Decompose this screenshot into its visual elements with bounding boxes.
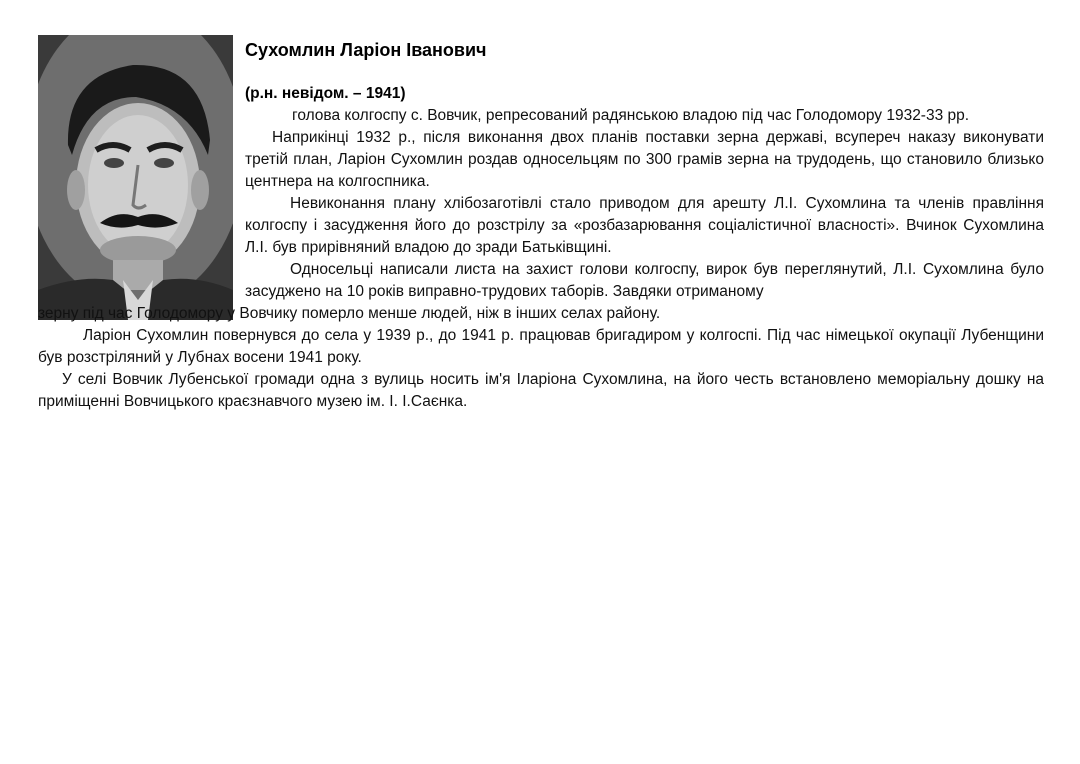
paragraph-4: Односельці написали листа на захист голови колгоспу, вирок був переглянутий, Л.І. Сухомлина було засуджено на 10 років виправно-трудових таборів. Завдяки отриманому: [245, 261, 1044, 300]
paragraph-3: Невиконання плану хлібозаготівлі стало приводом для арешту Л.І. Сухомлина та членів правління колгоспу і засудження його до розстрілу за «розбазарювання соціалістичної власності». Вчинок Сухомлина Л.І. був прирівняний владою до зради Батьківщині.: [245, 195, 1044, 256]
person-name-heading: Сухомлин Ларіон Іванович: [245, 40, 487, 60]
paragraph-6: У селі Вовчик Лубенської громади одна з вулиць носить ім'я Іларіона Сухомлина, на його честь встановлено меморіальну дошку на приміщенні Вовчицького краєзнавчого музею ім. І. І.Саєнка.: [38, 371, 1044, 410]
biography-text: [38, 105, 1044, 413]
portrait-photo: [38, 35, 233, 320]
life-dates: (р.н. невідом. – 1941): [245, 85, 406, 102]
paragraph-2: Наприкінці 1932 р., після виконання двох планів поставки зерна державі, всупереч наказу виконувати третій план, Ларіон Сухомлин роздав односельцям по 300 грамів зерна на трудодень, що становило близько центнера на колгоспника.: [245, 129, 1044, 190]
paragraph-5: Ларіон Сухомлин повернувся до села у 1939 р., до 1941 р. працював бригадиром у колгоспі. Під час німецької окупації Лубенщини був розстріляний у Лубнах восени 1941 року.: [38, 327, 1044, 366]
paragraph-4-continued: зерну під час Голодомору у Вовчику померло менше людей, ніж в інших селах району.: [38, 305, 661, 322]
paragraph-1: голова колгоспу с. Вовчик, репресований радянською владою під час Голодомору 1932-33 рр.: [292, 107, 970, 124]
